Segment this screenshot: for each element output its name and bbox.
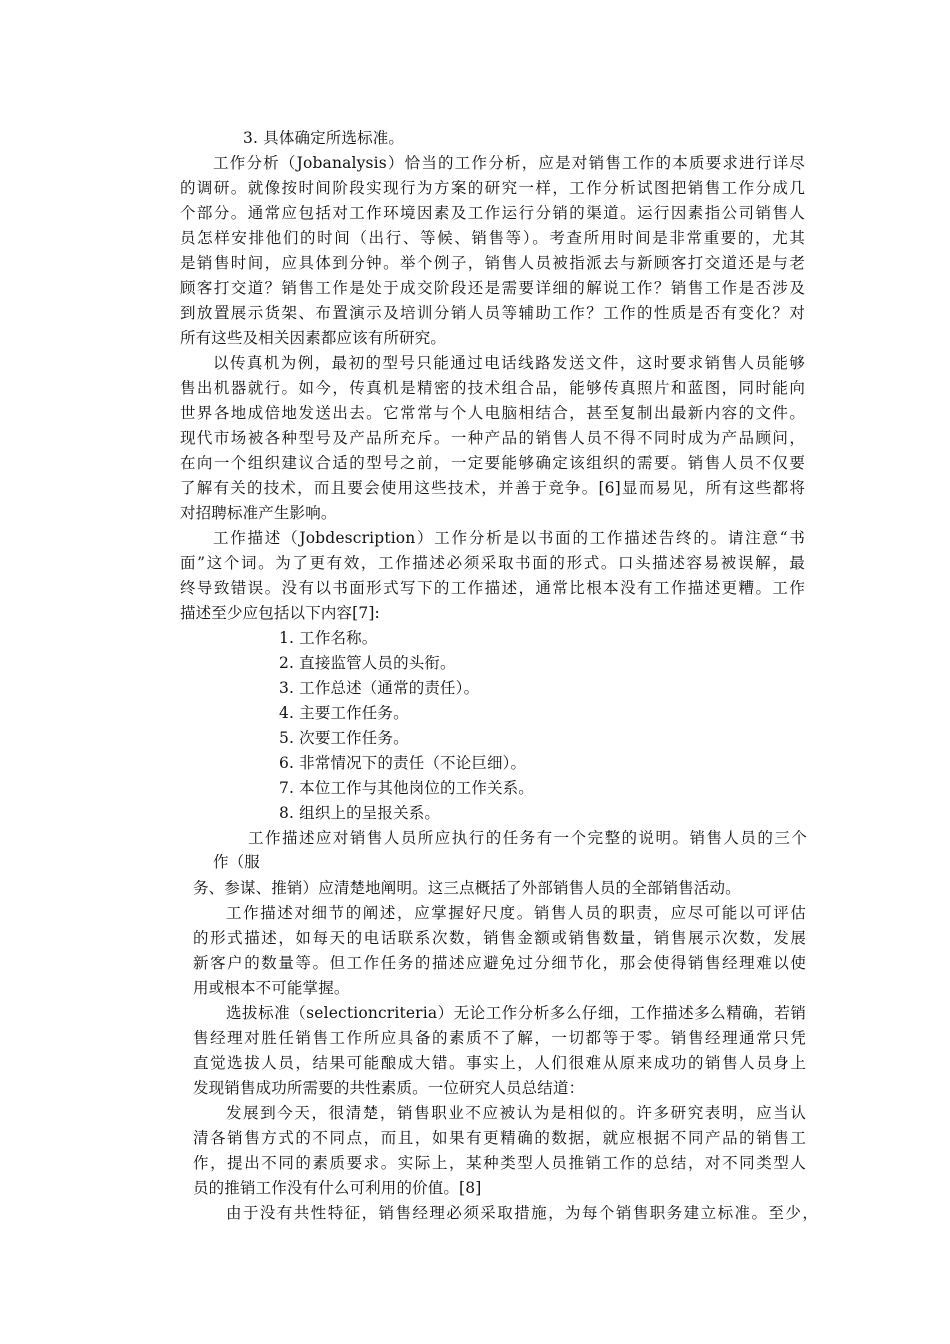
list-item: 3. 工作总述（通常的责任）。 <box>279 679 480 697</box>
list-item: 7. 本位工作与其他岗位的工作关系。 <box>279 779 534 797</box>
paragraph-line: 售经理对胜任销售工作所应具备的素质不了解，一切都等于零。销售经理通常只凭 <box>193 1029 806 1047</box>
paragraph-line: 工作描述应对销售人员所应执行的任务有一个完整的说明。销售人员的三个 <box>248 829 807 847</box>
list-item: 1. 工作名称。 <box>279 629 378 647</box>
paragraph-line: 在向一个组织建议合适的型号之前，一定要能够确定该组织的需要。销售人员不仅要 <box>180 454 805 472</box>
paragraph-line: 个部分。通常应包括对工作环境因素及工作运行分销的渠道。运行因素指公司销售人 <box>180 204 805 222</box>
list-item: 3. 具体确定所选标准。 <box>243 129 405 147</box>
paragraph-line: 新客户的数量等。但工作任务的描述应避免过分细节化，那会使得销售经理难以使 <box>193 954 806 972</box>
quote-line: 作，提出不同的素质要求。实际上，某种类型人员推销工作的总结，对不同类型人 <box>193 1154 806 1172</box>
list-item: 6. 非常情况下的责任（不论巨细）。 <box>279 754 527 772</box>
paragraph-line: 顾客打交道？销售工作是处于成交阶段还是需要详细的解说工作？销售工作是否涉及 <box>180 279 805 297</box>
list-item: 4. 主要工作任务。 <box>279 704 409 722</box>
paragraph-line: 直觉选拔人员，结果可能酿成大错。事实上，人们很难从原来成功的销售人员身上 <box>193 1054 806 1072</box>
paragraph-line: 对招聘标准产生影响。 <box>180 504 337 522</box>
list-item: 5. 次要工作任务。 <box>279 729 409 747</box>
quote-line: 清各销售方式的不同点，而且，如果有更精确的数据，就应根据不同产品的销售工 <box>193 1129 806 1147</box>
paragraph-line: 以传真机为例，最初的型号只能通过电话线路发送文件，这时要求销售人员能够 <box>213 354 805 372</box>
paragraph-line: 的形式描述，如每天的电话联系次数，销售金额或销售数量，销售展示次数，发展 <box>193 929 806 947</box>
list-item: 2. 直接监管人员的头衔。 <box>279 654 456 672</box>
paragraph-line: 到放置展示货架、布置演示及培训分销人员等辅助工作？工作的性质是否有变化？对 <box>180 304 805 322</box>
paragraph-line: 了解有关的技术，而且要会使用这些技术，并善于竞争。[6]显而易见，所有这些都将 <box>180 479 805 497</box>
paragraph-line: 描述至少应包括以下内容[7]: <box>180 604 380 622</box>
paragraph-line: 发现销售成功所需要的共性素质。一位研究人员总结道： <box>193 1079 585 1097</box>
paragraph-line: 是销售时间，应具体到分钟。举个例子，销售人员被指派去与新顾客打交道还是与老 <box>180 254 805 272</box>
paragraph-line: 选拔标准（selectioncriteria）无论工作分析多么仔细，工作描述多么精确，若销 <box>226 1004 806 1022</box>
paragraph-line: 由于没有共性特征，销售经理必须采取措施，为每个销售职务建立标准。至少， <box>226 1204 818 1222</box>
paragraph-line: 终导致错误。没有以书面形式写下的工作描述，通常比根本没有工作描述更糟。工作 <box>180 579 805 597</box>
paragraph-line: 售出机器就行。如今，传真机是精密的技术组合品，能够传真照片和蓝图，同时能向 <box>180 379 805 397</box>
paragraph-line: 现代市场被各种型号及产品所充斥。一种产品的销售人员不得不同时成为产品顾问， <box>180 429 805 447</box>
paragraph-line: 工作分析（Jobanalysis）恰当的工作分析，应是对销售工作的本质要求进行详尽 <box>213 154 805 172</box>
paragraph-line: 面”这个词。为了更有效，工作描述必须采取书面的形式。口头描述容易被误解，最 <box>180 554 805 572</box>
paragraph-line: 员怎样安排他们的时间（出行、等候、销售等）。考查所用时间是非常重要的，尤其 <box>180 229 805 247</box>
paragraph-line: 工作描述（Jobdescription）工作分析是以书面的工作描述告终的。请注意“书 <box>213 529 805 547</box>
paragraph-line: 工作描述对细节的阐述，应掌握好尺度。销售人员的职责，应尽可能以可评估 <box>226 904 806 922</box>
paragraph-line: 的调研。就像按时间阶段实现行为方案的研究一样，工作分析试图把销售工作分成几 <box>180 179 805 197</box>
paragraph-line: 世界各地成倍地发送出去。它常常与个人电脑相结合，甚至复制出最新内容的文件。 <box>180 404 805 422</box>
quote-line: 员的推销工作没有什么可利用的价值。[8] <box>193 1179 482 1197</box>
list-item: 8. 组织上的呈报关系。 <box>279 804 441 822</box>
paragraph-line: 用或根本不可能掌握。 <box>193 979 350 997</box>
paragraph-line: 务、参谋、推销）应清楚地阐明。这三点概括了外部销售人员的全部销售活动。 <box>193 879 741 897</box>
paragraph-line: 所有这些及相关因素都应该有所研究。 <box>180 329 447 347</box>
paragraph-line: 作（服 <box>213 853 260 871</box>
quote-line: 发展到今天，很清楚，销售职业不应被认为是相似的。许多研究表明，应当认 <box>226 1104 806 1122</box>
